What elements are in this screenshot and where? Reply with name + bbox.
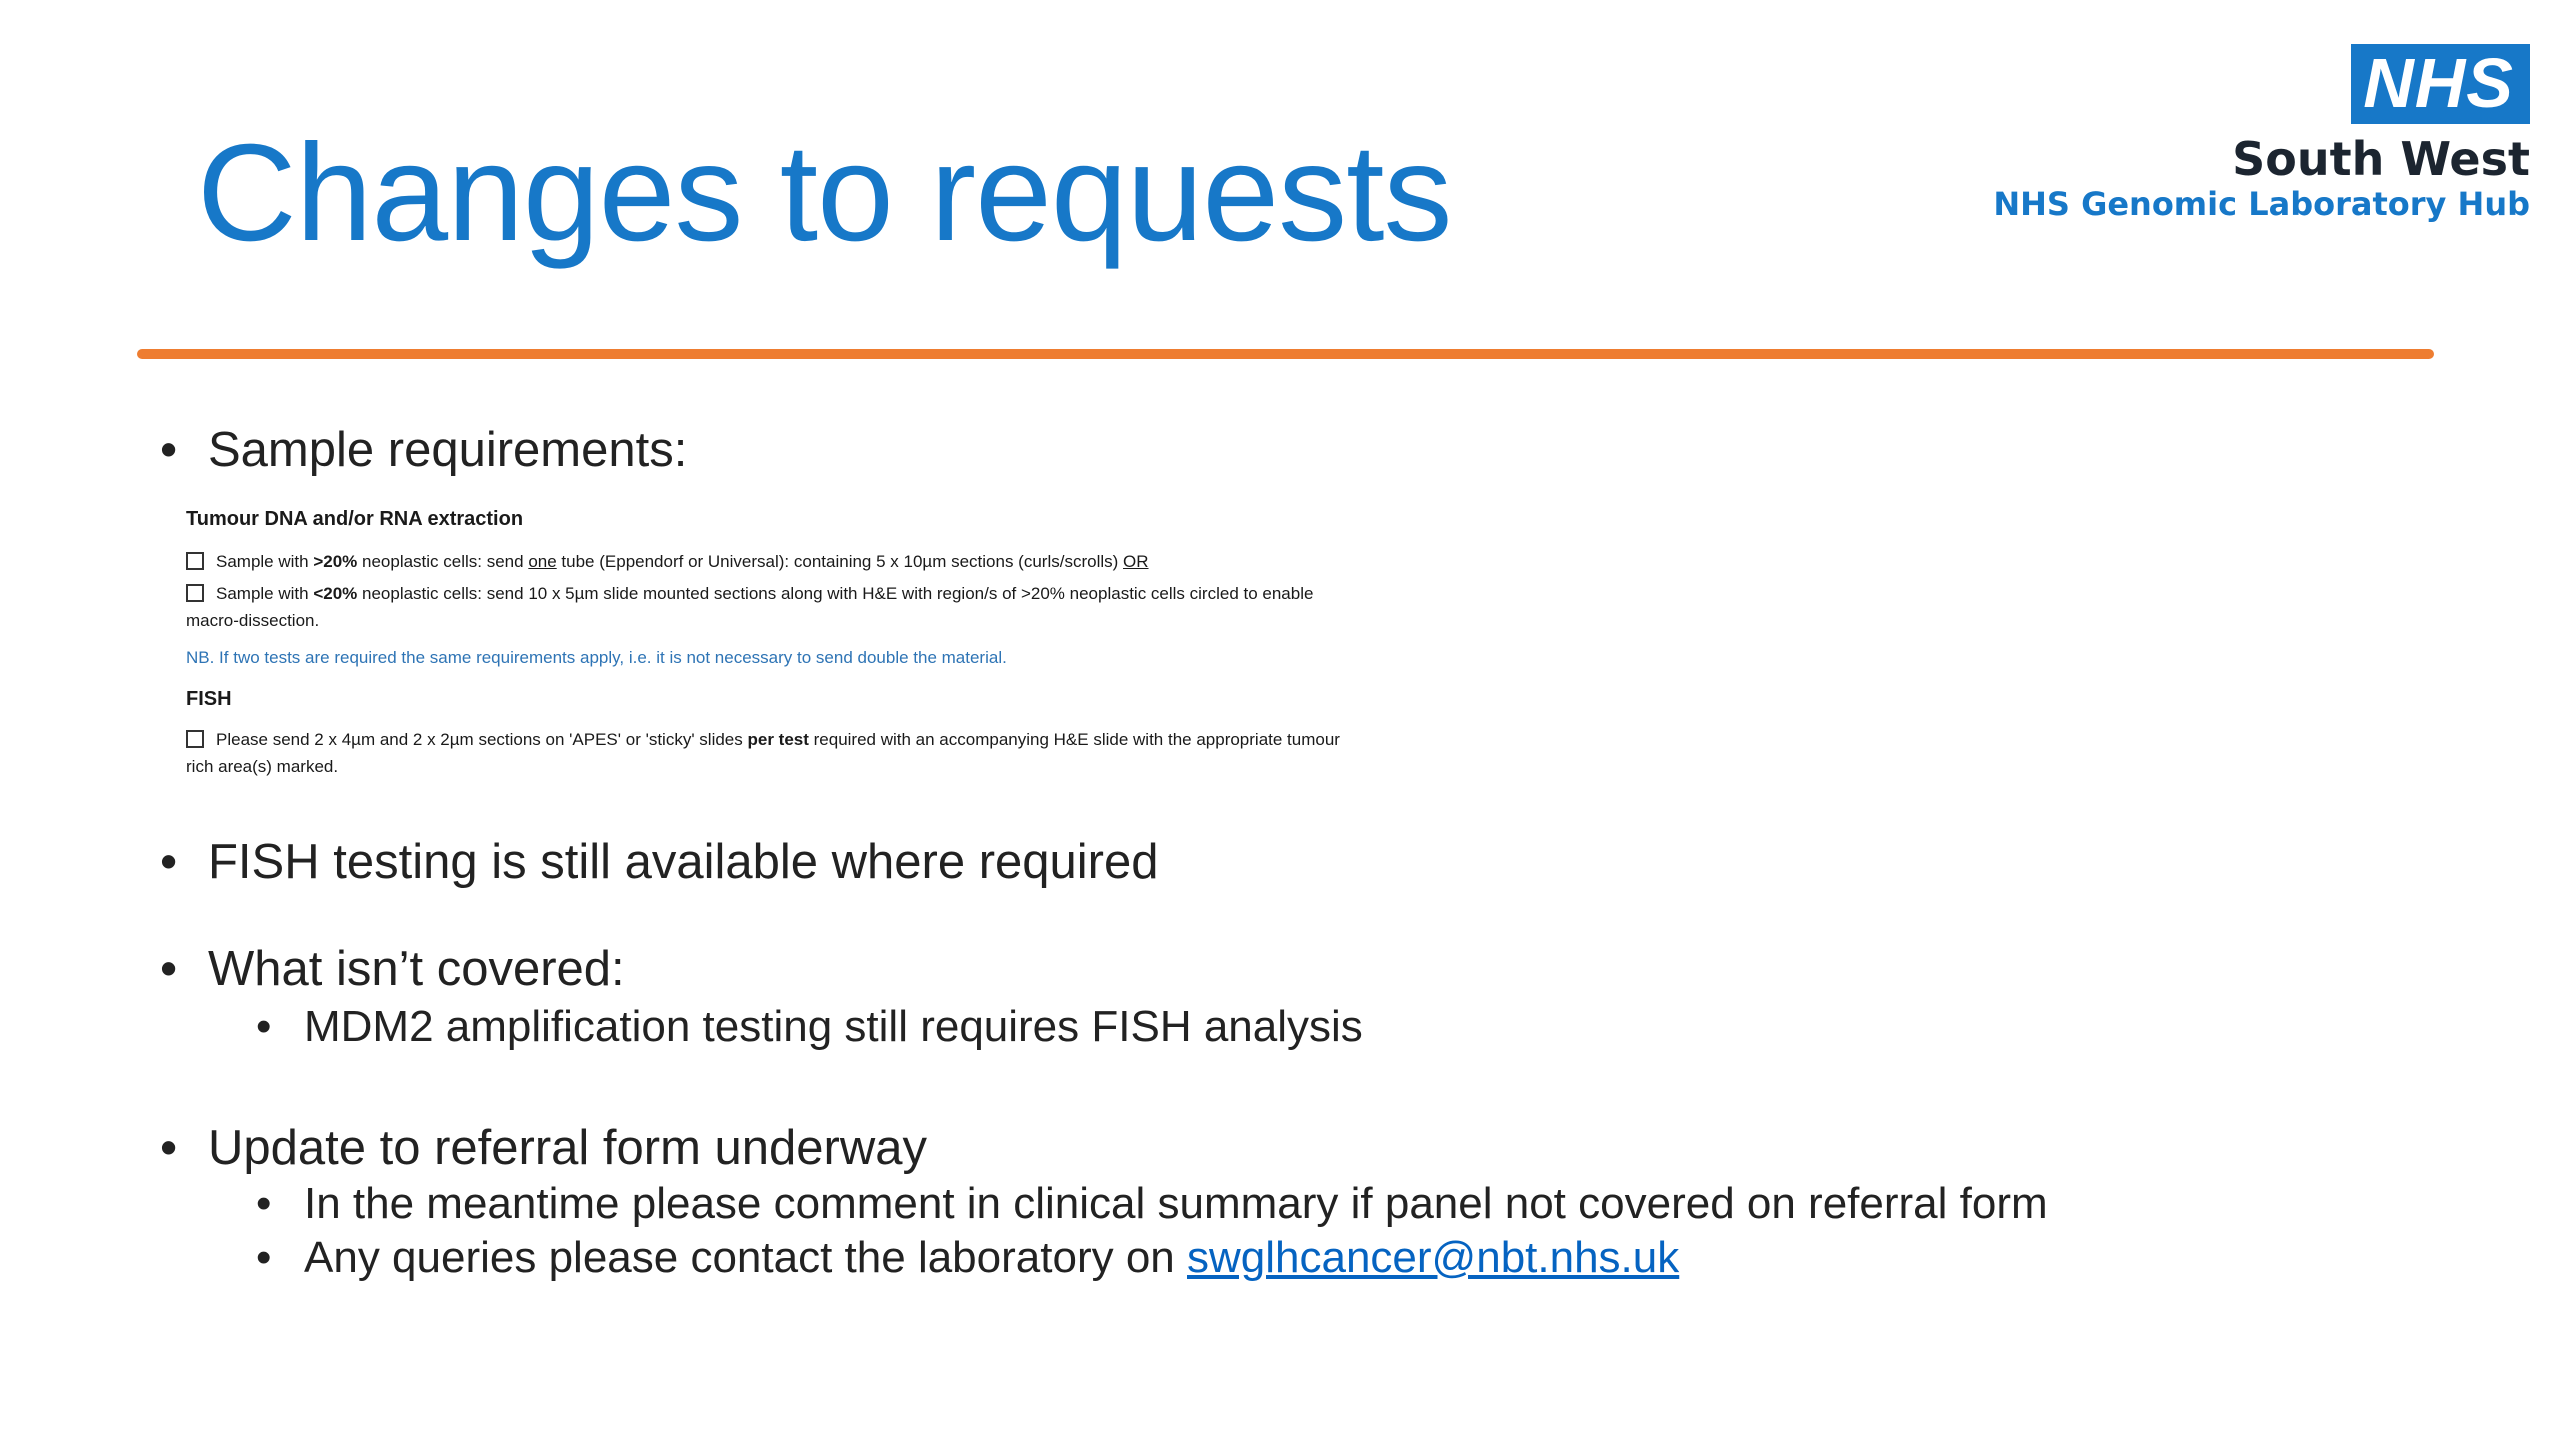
bullet-fish-available (160, 835, 1159, 889)
checkbox-icon[interactable] (186, 584, 204, 602)
bullet-text: Any queries please contact the laboratory on swglhcancer@nbt.nhs.uk (304, 1233, 1680, 1282)
nhs-logo (1993, 44, 2530, 223)
bullet-not-covered (160, 942, 625, 996)
logo-region-text: South West (2232, 132, 2530, 186)
sub-bullet-queries (256, 1233, 1680, 1282)
bullet-text: MDM2 amplification testing still requires FISH analysis (304, 1002, 1363, 1051)
title-divider (137, 349, 2434, 359)
requirement-item: Please send 2 x 4µm and 2 x 2µm sections on 'APES' or 'sticky' slides per test required with an accompanying H&E slide with the appropriate tumour rich area(s) marked. (186, 730, 1340, 776)
bullet-text: FISH testing is still available where required (208, 835, 1159, 889)
bullet-text: What isn’t covered: (208, 942, 625, 996)
logo-hub-text: NHS Genomic Laboratory Hub (1993, 184, 2530, 223)
requirement-item: Sample with <20% neoplastic cells: send 10 x 5µm slide mounted sections along with H&E with region/s of >20% neoplastic cells circled to enable macro-dissection. (186, 584, 1314, 630)
bullet-text: In the meantime please comment in clinical summary if panel not covered on referral form (304, 1179, 2048, 1228)
requirement-item: Sample with >20% neoplastic cells: send one tube (Eppendorf or Universal): containing 5 x 10µm sections (curls/scrolls) OR (186, 548, 1346, 575)
extraction-heading: Tumour DNA and/or RNA extraction (186, 508, 524, 530)
nhs-logo-box: NHS (2351, 44, 2530, 124)
fish-heading: FISH (186, 688, 232, 710)
bullet-referral-update (160, 1121, 927, 1175)
page-title: Changes to requests (197, 116, 1452, 270)
bullet-sample-requirements (160, 423, 688, 477)
requirements-note: NB. If two tests are required the same requirements apply, i.e. it is not necessary to send double the material. (186, 648, 1007, 667)
bullet-text: Sample requirements: (208, 423, 688, 477)
bullet-text: Update to referral form underway (208, 1121, 927, 1175)
checkbox-icon[interactable] (186, 730, 204, 748)
sub-bullet-mdm2 (256, 1002, 1363, 1051)
sub-bullet-meantime (256, 1179, 2048, 1228)
checkbox-icon[interactable] (186, 552, 204, 570)
email-link[interactable]: swglhcancer@nbt.nhs.uk (1187, 1233, 1680, 1282)
